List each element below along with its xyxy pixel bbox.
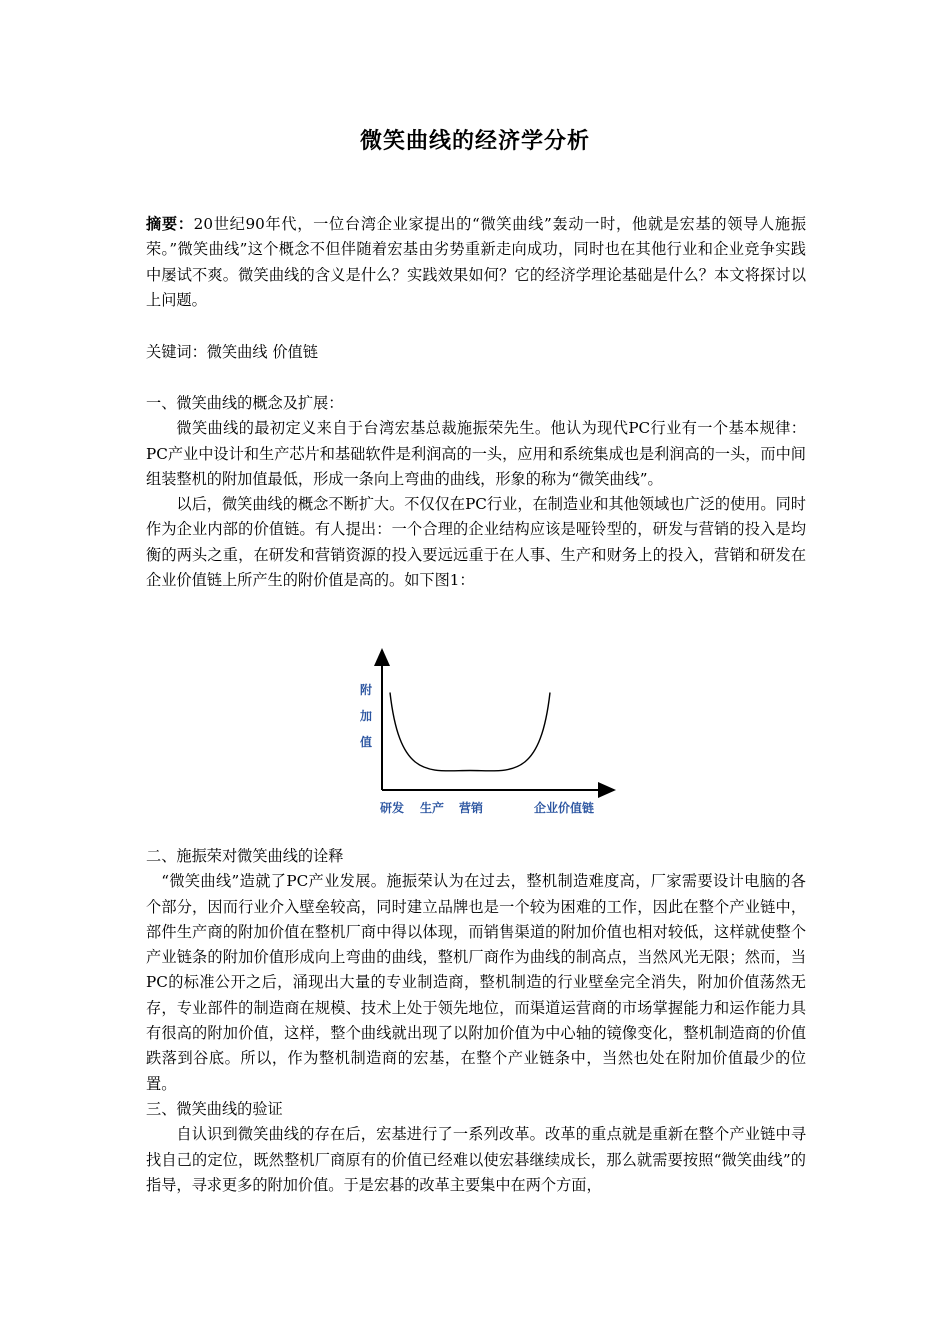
section-1-paragraph-1: 微笑曲线的最初定义来自于台湾宏基总裁施振荣先生。他认为现代PC行业有一个基本规律：PC产业中设计和生产芯片和基础软件是利润高的一头，应用和系统集成也是利润高的一头，而中间组装整机的附加值最低，形成一条向上弯曲的曲线，形象的称为“微笑曲线”。: [146, 419, 806, 488]
section-2-heading: 二、施振荣对微笑曲线的诠释: [146, 847, 344, 865]
x-axis-label: 企业价值链: [534, 801, 595, 815]
abstract-text: 20世纪90年代，一位台湾企业家提出的“微笑曲线”轰动一时，他就是宏基的领导人施振荣。”微笑曲线”这个概念不但伴随着宏基由劣势重新走向成功，同时也在其他行业和企业竞争实践中屡试不爽。微笑曲线的含义是什么？实践效果如何？它的经济学理论基础是什么？本文将探讨以上问题。: [146, 215, 807, 309]
section-3-paragraph-1: 自认识到微笑曲线的存在后，宏基进行了一系列改革。改革的重点就是重新在整个产业链中寻找自己的定位，既然整机厂商原有的价值已经难以使宏碁继续成长，那么就需要按照“微笑曲线”的指导，寻求更多的附加价值。于是宏碁的改革主要集中在两个方面，: [146, 1125, 806, 1194]
x-label-marketing: 营销: [459, 801, 484, 815]
section-2-paragraph-1: “微笑曲线”造就了PC产业发展。施振荣认为在过去，整机制造难度高，厂家需要设计电脑的各个部分，因而行业介入壁垒较高，同时建立品牌也是一个较为困难的工作，因此在整个产业链中，部件生产商的附加价值在整机厂商中得以体现，而销售渠道的附加价值也相对较低，这样就使整个产业链条的附加价值形成向上弯曲的曲线，整机厂商作为曲线的制高点，当然风光无限；然而，当PC的标准公开之后，涌现出大量的专业制造商，整机制造的行业壁垒完全消失，附加价值荡然无存，专业部件的制造商在规模、技术上处于领先地位，而渠道运营商的市场掌握能力和运作能力具有很高的附加价值，这样，整个曲线就出现了以附加价值为中心轴的镜像变化，整机制造商的价值跌落到谷底。所以，作为整机制造商的宏基，在整个产业链条中，当然也处在附加价值最少的位置。: [146, 872, 806, 1093]
keywords-text: 关键词：微笑曲线 价值链: [146, 343, 318, 361]
abstract-label: 摘要：: [146, 215, 194, 233]
y-label-char-2: 加: [360, 709, 373, 723]
abstract-paragraph: [146, 212, 806, 313]
x-label-rd: 研发: [380, 801, 405, 815]
smile-curve-chart: [356, 640, 620, 820]
section-1: [146, 391, 806, 593]
section-3-heading: 三、微笑曲线的验证: [146, 1100, 283, 1118]
section-3: [146, 1097, 806, 1198]
smile-curve-figure: [356, 640, 620, 820]
section-1-paragraph-2: 以后，微笑曲线的概念不断扩大。不仅仅在PC行业，在制造业和其他领域也广泛的使用。同时作为企业内部的价值链。有人提出：一个合理的企业结构应该是哑铃型的，研发与营销的投入是均衡的两头之重，在研发和营销资源的投入要远远重于在人事、生产和财务上的投入，营销和研发在企业价值链上所产生的附价值是高的。如下图1：: [146, 495, 806, 590]
page-title: 微笑曲线的经济学分析: [359, 128, 590, 154]
keywords-line: [146, 340, 806, 365]
section-2: [146, 844, 806, 1097]
x-label-production: 生产: [420, 801, 445, 815]
section-1-heading: 一、微笑曲线的概念及扩展：: [146, 394, 344, 412]
smile-curve-line: [390, 693, 550, 771]
y-label-char-1: 附: [360, 683, 373, 697]
y-label-char-3: 值: [360, 735, 373, 749]
